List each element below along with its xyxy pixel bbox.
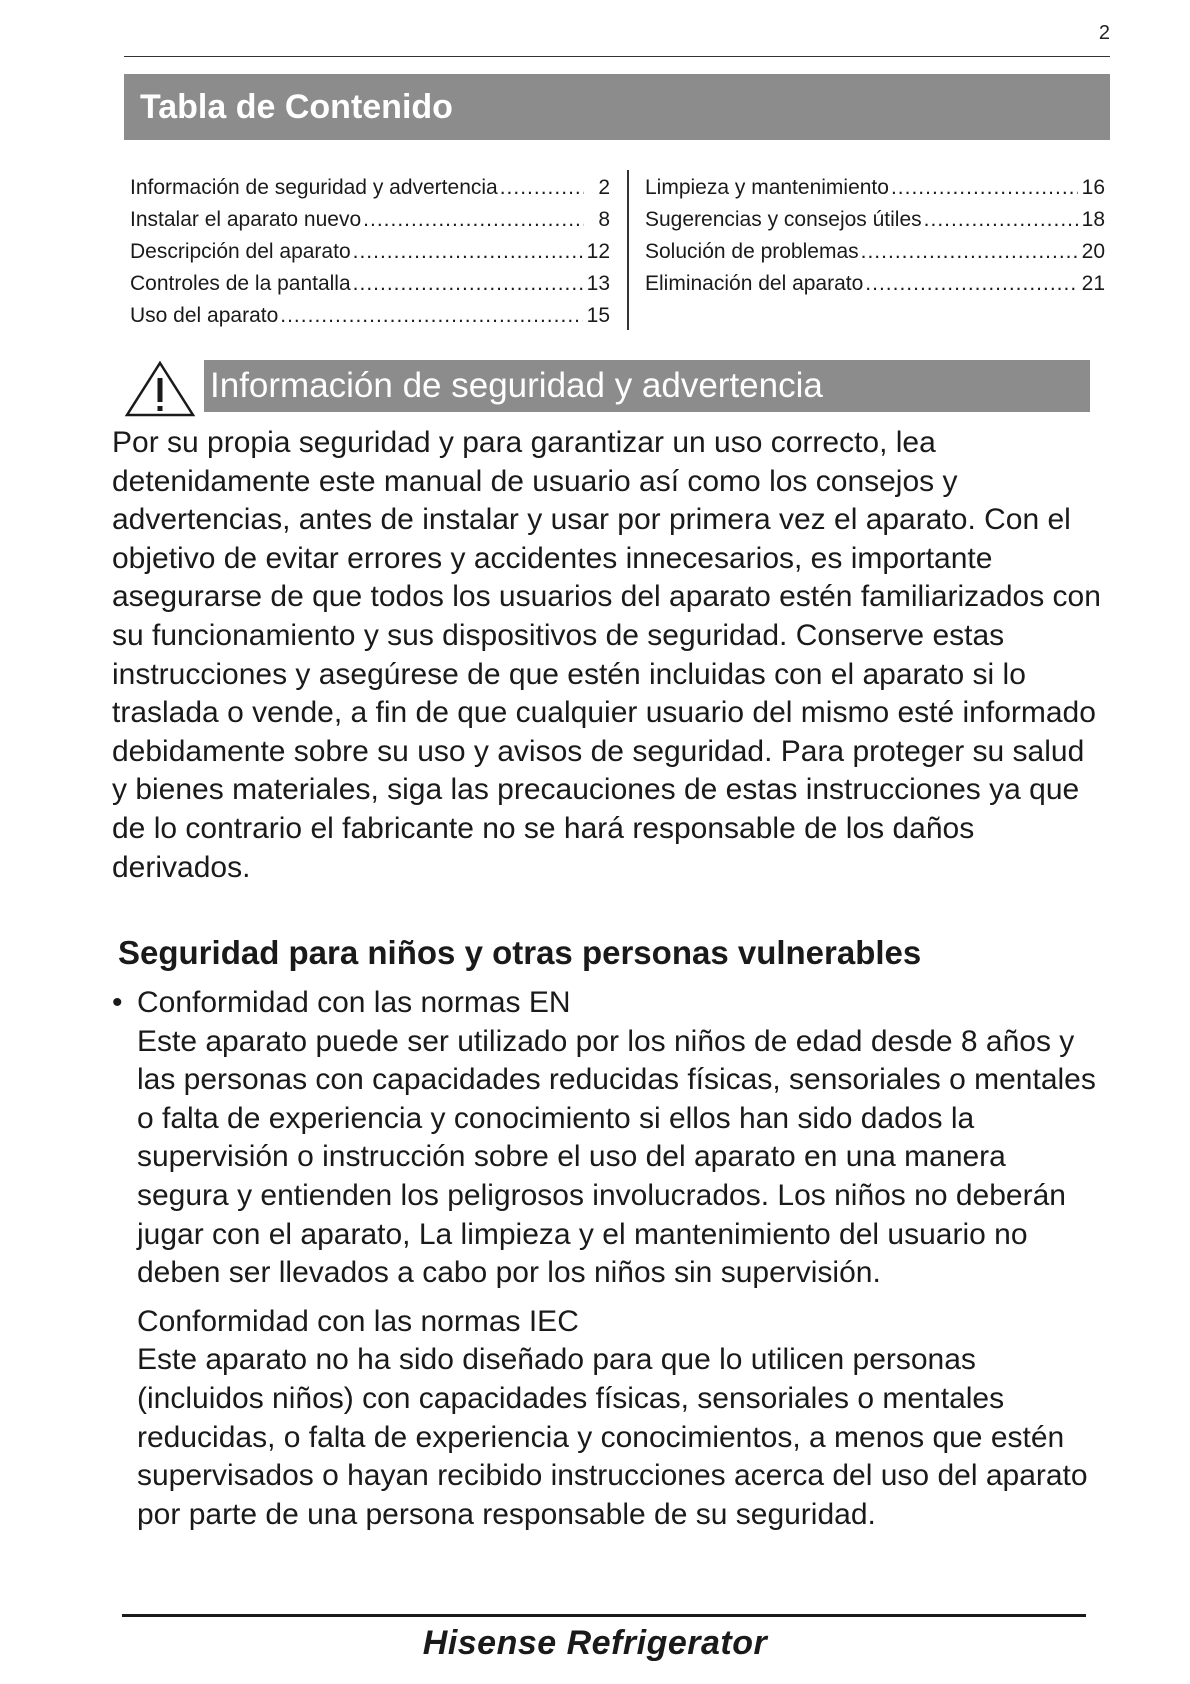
top-rule bbox=[124, 56, 1110, 57]
toc-entry-page: 21 bbox=[1081, 272, 1105, 295]
toc-entry[interactable] bbox=[645, 236, 1105, 268]
toc-entry-page: 8 bbox=[598, 208, 610, 231]
toc-leader bbox=[924, 204, 1078, 236]
toc-entry[interactable] bbox=[130, 300, 610, 332]
iec-compliance-text: Este aparato no ha sido diseñado para que lo utilicen personas (incluidos niños) con capacidades físicas, sensoriales o mentales reducidas, o falta de experiencia y conocimientos, a menos que estén supervisados o hayan recibido instrucciones acerca del uso del aparato por parte de una persona responsable de su seguridad. bbox=[137, 1343, 1088, 1531]
toc-entry-title: Instalar el aparato nuevo bbox=[130, 208, 362, 231]
safety-heading: Información de seguridad y advertencia bbox=[204, 360, 1090, 412]
toc-leader bbox=[353, 268, 583, 300]
toc-leader bbox=[865, 268, 1077, 300]
toc-entry-title: Solución de problemas bbox=[645, 240, 859, 263]
toc-entry[interactable] bbox=[645, 204, 1105, 236]
en-compliance-title: Conformidad con las normas EN bbox=[137, 986, 571, 1019]
toc-entry[interactable] bbox=[645, 268, 1105, 300]
toc-leader bbox=[363, 204, 584, 236]
toc-leader bbox=[500, 172, 584, 204]
page-number: 2 bbox=[1098, 22, 1110, 44]
children-safety-heading: Seguridad para niños y otras personas vulnerables bbox=[118, 934, 922, 971]
toc-entry[interactable] bbox=[130, 236, 610, 268]
bullet-icon: • bbox=[112, 986, 123, 1019]
toc-entry-page: 12 bbox=[586, 240, 610, 263]
en-compliance-text: Este aparato puede ser utilizado por los niños de edad desde 8 años y las personas con capacidades reducidas físicas, sensoriales o mentales o falta de experiencia y conocimiento si ellos han sido dados la supervisión o instrucción sobre el uso del aparato en una manera segura y entienden los peligrosos involucrados. Los niños no deberán jugar con el aparato, La limpieza y el mantenimiento del usuario no deben ser llevados a cabo por los niños sin supervisión. bbox=[137, 1024, 1096, 1290]
toc-entry[interactable] bbox=[645, 172, 1105, 204]
iec-compliance-title: Conformidad con las normas IEC bbox=[137, 1304, 579, 1338]
toc-entry[interactable] bbox=[130, 172, 610, 204]
list-item bbox=[112, 984, 1102, 1023]
toc-entry-page: 15 bbox=[586, 304, 610, 327]
safety-section-header bbox=[118, 358, 1090, 414]
toc-entry-title: Información de seguridad y advertencia bbox=[130, 176, 498, 199]
compliance-list bbox=[112, 984, 1102, 1534]
toc-divider bbox=[627, 170, 629, 330]
toc-leader bbox=[280, 300, 582, 332]
toc-right-column bbox=[645, 172, 1105, 300]
toc-left-column bbox=[130, 172, 610, 332]
toc-entry[interactable] bbox=[130, 268, 610, 300]
toc-leader bbox=[891, 172, 1078, 204]
toc-entry[interactable] bbox=[130, 204, 610, 236]
toc-entry-title: Descripción del aparato bbox=[130, 240, 351, 263]
toc-leader bbox=[353, 236, 583, 268]
footer-rule bbox=[122, 1614, 1086, 1617]
toc-entry-page: 13 bbox=[586, 272, 610, 295]
toc-entry-title: Controles de la pantalla bbox=[130, 272, 351, 295]
toc-entry-title: Sugerencias y consejos útiles bbox=[645, 208, 922, 231]
toc-entry-title: Uso del aparato bbox=[130, 304, 279, 327]
toc-leader bbox=[861, 236, 1078, 268]
toc-entry-page: 18 bbox=[1081, 208, 1105, 231]
footer-brand: Hisense Refrigerator bbox=[422, 1624, 768, 1662]
warning-triangle-icon bbox=[124, 360, 196, 418]
safety-intro-paragraph: Por su propia seguridad y para garantizar un uso correcto, lea detenidamente este manual de usuario así como los consejos y advertencias, antes de instalar y usar por primera vez el aparato. Con el objetivo de evitar errores y accidentes innecesarios, es importante asegurarse de que todos los usuarios del aparato estén familiarizados con su funcionamiento y sus dispositivos de seguridad. Conserve estas instrucciones y asegúrese de que estén incluidas con el aparato si lo traslada o vende, a fin de que cualquier usuario del mismo esté informado debidamente sobre su uso y avisos de seguridad. Para proteger su salud y bienes materiales, siga las precauciones de estas instrucciones ya que de lo contrario el fabricante no se hará responsable de los daños derivados. bbox=[112, 426, 1101, 884]
toc-entry-title: Eliminación del aparato bbox=[645, 272, 864, 295]
toc-title: Tabla de Contenido bbox=[124, 74, 1110, 140]
toc-entry-page: 16 bbox=[1081, 176, 1105, 199]
toc-entry-page: 20 bbox=[1081, 240, 1105, 263]
toc-entry-title: Limpieza y mantenimiento bbox=[645, 176, 889, 199]
toc-entry-page: 2 bbox=[598, 176, 610, 199]
